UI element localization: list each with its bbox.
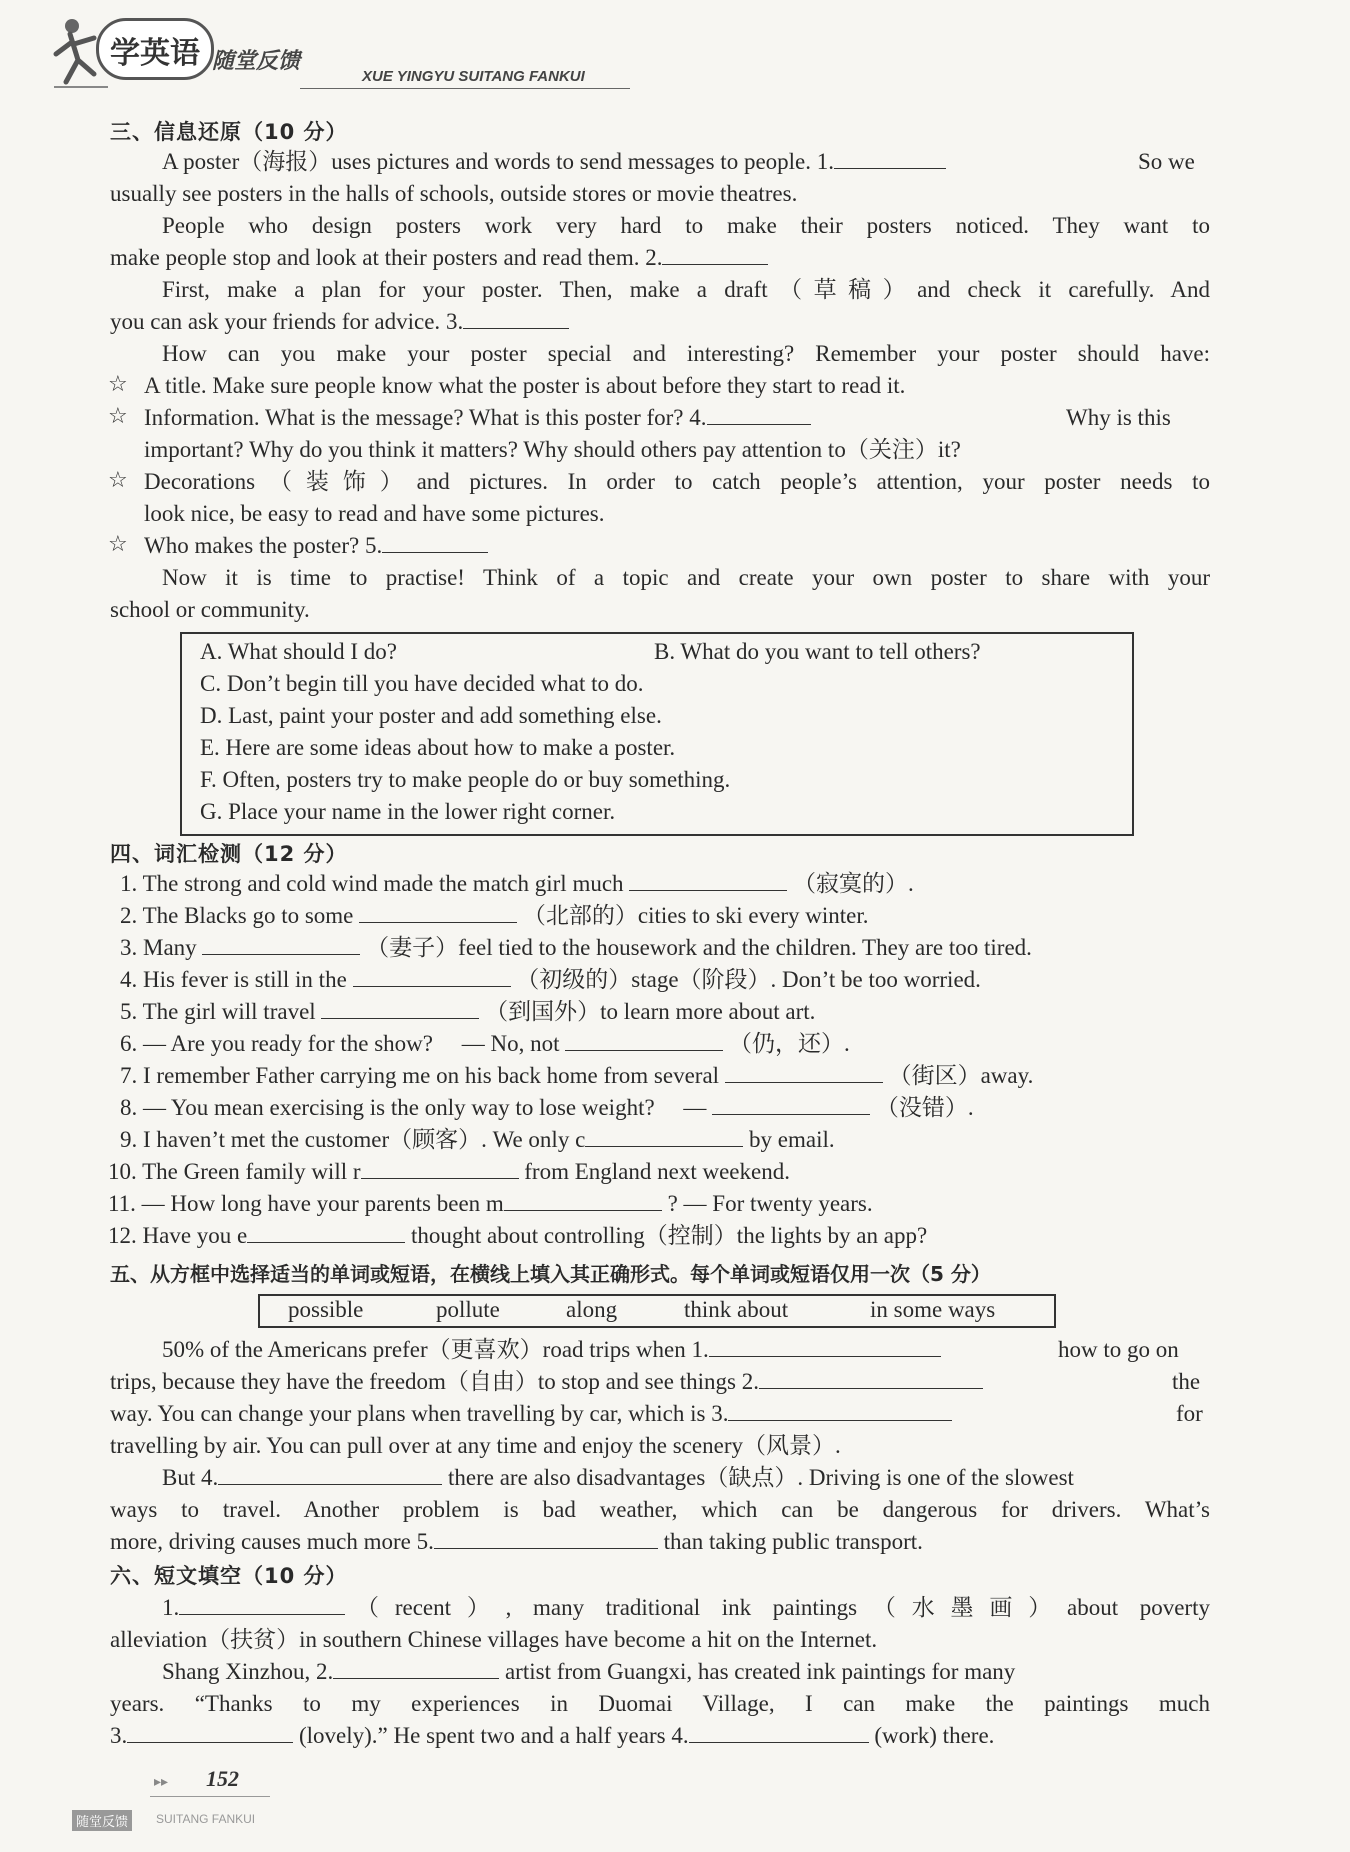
vocab-item: 7. I remember Father carrying me on his back home from several （街区）away. [120, 1060, 1033, 1092]
vocab-item: 5. The girl will travel （到国外）to learn more about art. [120, 996, 815, 1028]
answer-blank[interactable] [709, 1334, 941, 1357]
header-rule [300, 88, 630, 89]
page-number: 152 [206, 1766, 239, 1791]
answer-blank[interactable] [353, 964, 511, 987]
header-subtitle-en: XUE YINGYU SUITANG FANKUI [362, 68, 585, 85]
vocab-item: 12. Have you e thought about controlling（控制）the lights by an app? [108, 1220, 927, 1252]
para-line: Shang Xinzhou, 2. artist from Guangxi, has created ink paintings for many [162, 1656, 1015, 1688]
answer-blank[interactable] [127, 1720, 293, 1743]
para-line: Who makes the poster? 5. [144, 530, 488, 562]
star-icon: ☆ [108, 372, 128, 397]
answer-blank[interactable] [218, 1462, 442, 1485]
answer-blank[interactable] [359, 900, 517, 923]
para-line: you can ask your friends for advice. 3. [110, 306, 569, 338]
answer-blank[interactable] [662, 242, 768, 265]
answer-blank[interactable] [707, 402, 811, 425]
answer-blank[interactable] [321, 996, 479, 1019]
section-heading: 四、词汇检测（12 分） [110, 842, 348, 866]
vocab-item: 3. Many （妻子）feel tied to the housework and the children. They are too tired. [120, 932, 1032, 964]
option-g: G. Place your name in the lower right corner. [200, 799, 616, 824]
word-in-some-ways: in some ways [870, 1297, 996, 1322]
answer-blank[interactable] [629, 868, 787, 891]
option-d: D. Last, paint your poster and add something else. [200, 703, 662, 728]
header-title: 学英语 [110, 36, 200, 71]
answer-blank[interactable] [504, 1188, 662, 1211]
answer-blank[interactable] [565, 1028, 723, 1051]
answer-blank[interactable] [333, 1656, 499, 1679]
para-line: make people stop and look at their posters and read them. 2. [110, 242, 768, 274]
answer-blank[interactable] [179, 1592, 345, 1615]
option-e: E. Here are some ideas about how to make a poster. [200, 735, 676, 760]
option-f: F. Often, posters try to make people do or buy something. [200, 767, 731, 792]
vocab-item: 10. The Green family will r from England next weekend. [108, 1156, 790, 1188]
para-line: 3. (lovely).” He spent two and a half years 4. (work) there. [110, 1720, 994, 1752]
section-heading: 三、信息还原（10 分） [110, 120, 348, 144]
answer-blank[interactable] [689, 1720, 869, 1743]
answer-blank[interactable] [247, 1220, 405, 1243]
answer-blank[interactable] [463, 306, 569, 329]
vocab-item: 9. I haven’t met the customer（顾客）. We only c by email. [120, 1124, 835, 1156]
vocab-item: 4. His fever is still in the （初级的）stage（阶段）. Don’t be too worried. [120, 964, 981, 996]
answer-blank[interactable] [834, 146, 946, 169]
word-pollute: pollute [436, 1297, 500, 1322]
option-a: A. What should I do? [200, 639, 397, 664]
header-subtitle-cn: 随堂反馈 [212, 49, 301, 74]
vocab-item: 6. — Are you ready for the show? — No, not （仍，还）. [120, 1028, 850, 1060]
vocab-item: 8. — You mean exercising is the only way to lose weight? — （没错）. [120, 1092, 974, 1124]
option-b: B. What do you want to tell others? [654, 639, 981, 664]
vocab-item: 2. The Blacks go to some （北部的）cities to ski every winter. [120, 900, 868, 932]
answer-blank[interactable] [728, 1398, 952, 1421]
footer-rule [150, 1796, 270, 1797]
section-heading: 五、从方框中选择适当的单词或短语，在横线上填入其正确形式。每个单词或短语仅用一次（5 分） [110, 1262, 991, 1286]
footer-tag-cn: 随堂反馈 [72, 1810, 132, 1831]
para-line: trips, because they have the freedom（自由）to stop and see things 2. [110, 1366, 983, 1398]
answer-blank[interactable] [361, 1156, 519, 1179]
answer-blank[interactable] [202, 932, 360, 955]
footer-tag-en: SUITANG FANKUI [156, 1812, 256, 1826]
answer-blank[interactable] [712, 1092, 870, 1115]
word-along: along [566, 1297, 618, 1322]
answer-blank[interactable] [434, 1526, 658, 1549]
answer-blank[interactable] [759, 1366, 983, 1389]
section-heading: 六、短文填空（10 分） [110, 1564, 348, 1588]
star-icon: ☆ [108, 532, 128, 557]
para-line: 1. [162, 1592, 345, 1624]
answer-blank[interactable] [725, 1060, 883, 1083]
star-icon: ☆ [108, 404, 128, 429]
star-icon: ☆ [108, 468, 128, 493]
para-line: But 4. there are also disadvantages（缺点）. Driving is one of the slowest [162, 1462, 1074, 1494]
word-think-about: think about [684, 1297, 789, 1322]
vocab-item: 1. The strong and cold wind made the match girl much （寂寞的）. [120, 868, 914, 900]
para-line: Information. What is the message? What is this poster for? 4. [144, 402, 811, 434]
para-line: more, driving causes much more 5. than taking public transport. [110, 1526, 923, 1558]
option-c: C. Don’t begin till you have decided what to do. [200, 671, 644, 696]
workbook-page: 学英语 随堂反馈 XUE YINGYU SUITANG FANKUI 三、信息还原（10 分） A poster（海报）uses pictures and words to send messages to people. 1. So we usually see posters in the halls of schools, outside stores or movie theatres. People who design posters work very hard to make their posters noticed. They want to make people stop and look at their posters and read them. 2. First, make a plan for your poster. Then, make a draft（草稿）and check it carefully. And you can ask your friends for advice. 3. How can you make your poster special and interesting? Remember your poster should have: ☆ A title. Make sure people know what the poster is about before they start to read it. ☆ Information. What is the message? What is this poster for? 4. Why is this important? Why do you think it matters? Why should others pay attention to（关注）it? ☆ Decorations（装饰）and pictures. In order to catch people’s attention, your poster needs to look nice, be easy to read and have some pictures. ☆ Who makes the poster? 5. Now it is time to practise! Think of a topic and create your own poster to share with your school or community. A. What should I do? B. What do you want to tell others? C. Don’t begin till you have decided what to do. D. Last, paint your poster and add something else. E. Here are some ideas about how to make a poster. F. Often, posters try to make people do or buy something. G. Place your name in the lower right corner. 四、词汇检测（12 分） 1. The strong and cold wind made the match girl much （寂寞的）. 2. The Blacks go to some （北部的）cities to ski every winter. 3. Many （妻子）feel tied to the housework and the children. They are too tired. 4. His fever is still in the （初级的）stage（阶段）. Don’t be too worried. 5. The girl will travel （到国外）to learn more about art. 6. — Are you ready for the show? — No, not （仍，还）. 7. I remember Father carrying me on his back home from several （街区）away. 8. — You mean exercising is the only way to lose weight? — （没错）. 9. I haven’t met the customer（顾客）. We only c by email. 10. The Green family will r from England next weekend. 11. — How long have your parents been m ? — For twenty years. 12. Have you e thought about controlling（控制）the lights by an app? 五、从方框中选择适当的单词或短语，在横线上填入其正确形式。每个单词或短语仅用一次（5 分） possible pollute along think about in some ways 50% of the Americans prefer（更喜欢）road trips when 1. how to go on trips, because they have the freedom（自由）to stop and see things 2. the way. You can change your plans when travelling by car, which is 3. for travelling by air. You can pull over at any time and enjoy the scenery（风景）. But 4. there are also disadvantages（缺点）. Driving is one of the slowest ways to travel. Another problem is bad weather, which can be dangerous for drivers. What’s more, driving causes much more 5. than taking public transport. 六、短文填空（10 分） 1. （recent）, many traditional ink paintings（水墨画）about poverty alleviation（扶贫）in southern Chinese villages have become a hit on the Internet. Shang Xinzhou, 2. artist from Guangxi, has created ink paintings for many years. “Thanks to my experiences in Duomai Village, I can make the paintings much 3. (lovely).” He spent two and a half years 4. (work) there. ▸▸ 152 随堂反馈 SUITANG FANKUI [0, 0, 1350, 1852]
vocab-item: 11. — How long have your parents been m ? — For twenty years. [108, 1188, 873, 1220]
answer-blank[interactable] [585, 1124, 743, 1147]
arrow-icon: ▸▸ [154, 1774, 169, 1790]
word-possible: possible [288, 1297, 364, 1322]
para-line: A poster（海报）uses pictures and words to send messages to people. 1. [162, 146, 946, 178]
answer-blank[interactable] [382, 530, 488, 553]
para-line: 50% of the Americans prefer（更喜欢）road trips when 1. [162, 1334, 941, 1366]
para-line: way. You can change your plans when travelling by car, which is 3. [110, 1398, 952, 1430]
